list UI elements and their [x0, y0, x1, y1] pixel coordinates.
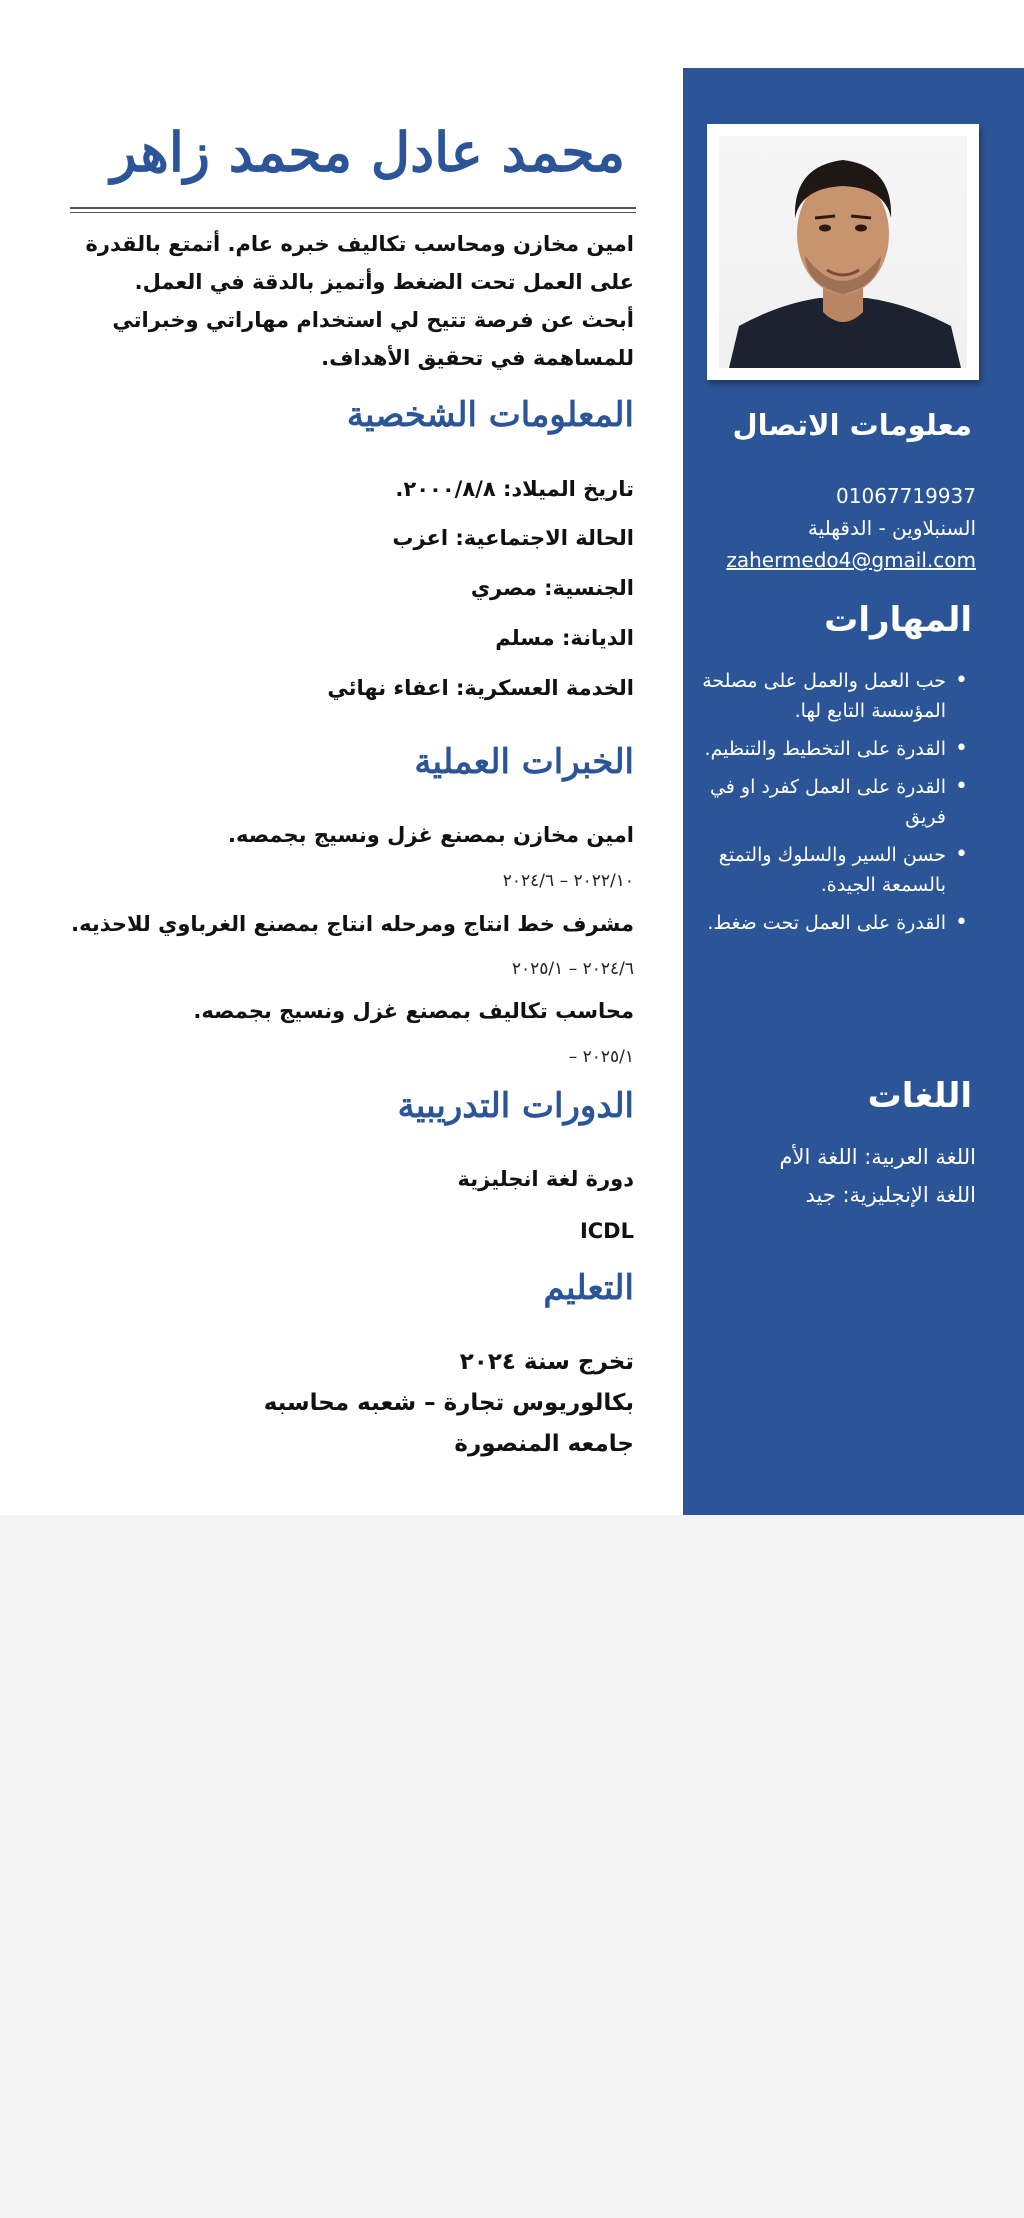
skill-item: • حب العمل والعمل على مصلحة المؤسسة التابع لها.: [686, 666, 946, 726]
job-title: امين مخازن بمصنع غزل ونسيج بجمصه.: [228, 823, 634, 847]
religion: الديانة: مسلم: [495, 626, 634, 650]
sidebar: [683, 68, 1024, 1515]
language-item: اللغة العربية: اللغة الأم: [779, 1145, 976, 1169]
skills-list: [686, 666, 972, 946]
contact-block: [726, 480, 976, 576]
summary-line: على العمل تحت الضغط وأتميز بالدقة في العمل.: [134, 270, 634, 294]
university: جامعه المنصورة: [454, 1431, 634, 1457]
portrait-illustration: [719, 136, 967, 368]
main-column: [0, 0, 683, 1515]
summary-line: للمساهمة في تحقيق الأهداف.: [321, 346, 634, 370]
course-item: ICDL: [579, 1219, 634, 1243]
skill-item: • القدرة على التخطيط والتنظيم.: [686, 734, 946, 764]
experience-heading: الخبرات العملية: [414, 742, 634, 782]
email-link[interactable]: zahermedo4@gmail.com: [726, 548, 976, 572]
profile-summary: [54, 225, 634, 377]
summary-line: أبحث عن فرصة تتيح لي استخدام مهاراتي وخبراتي: [112, 308, 634, 332]
marital-status: الحالة الاجتماعية: اعزب: [392, 526, 634, 550]
name-divider-thin: [70, 212, 636, 213]
contact-heading: معلومات الاتصال: [732, 408, 972, 442]
skill-item: • القدرة على العمل كفرد او في فريق: [686, 772, 946, 832]
job-title: مشرف خط انتاج ومرحله انتاج بمصنع الغرباوي للاحذيه.: [71, 912, 634, 936]
language-item: اللغة الإنجليزية: جيد: [805, 1183, 976, 1207]
job-dates: ٢٠٢٥/١ –: [568, 1047, 634, 1067]
skill-item: • القدرة على العمل تحت ضغط.: [686, 908, 946, 938]
phone-number[interactable]: 01067719937: [836, 484, 976, 508]
languages-heading: اللغات: [867, 1076, 972, 1116]
skills-heading: المهارات: [824, 600, 972, 640]
degree: بكالوريوس تجارة – شعبه محاسبه: [263, 1390, 634, 1416]
profile-photo: [719, 136, 967, 368]
courses-heading: الدورات التدريبية: [397, 1086, 634, 1126]
name-divider: [70, 207, 636, 209]
course-item: دورة لغة انجليزية: [457, 1167, 634, 1191]
skill-item: • حسن السير والسلوك والتمتع بالسمعة الجيدة.: [686, 840, 946, 900]
birth-date: تاريخ الميلاد: ٢٠٠٠/٨/٨.: [395, 477, 634, 501]
languages-list: [780, 1138, 976, 1214]
graduation-year: تخرج سنة ٢٠٢٤: [459, 1349, 634, 1375]
candidate-name: محمد عادل محمد زاهر: [110, 120, 625, 184]
personal-info-heading: المعلومات الشخصية: [346, 395, 634, 435]
summary-line: امين مخازن ومحاسب تكاليف خبره عام. أتمتع بالقدرة: [85, 232, 634, 256]
job-title: محاسب تكاليف بمصنع غزل ونسيج بجمصه.: [193, 999, 634, 1023]
nationality: الجنسية: مصري: [470, 576, 634, 600]
job-dates: ٢٠٢٤/٦ – ٢٠٢٥/١: [511, 959, 634, 979]
education-heading: التعليم: [543, 1268, 634, 1308]
military-service: الخدمة العسكرية: اعفاء نهائي: [327, 676, 634, 700]
location: السنبلاوين - الدقهلية: [807, 516, 976, 540]
profile-photo-frame: [707, 124, 979, 380]
job-dates: ٢٠٢٢/١٠ – ٢٠٢٤/٦: [502, 871, 634, 891]
